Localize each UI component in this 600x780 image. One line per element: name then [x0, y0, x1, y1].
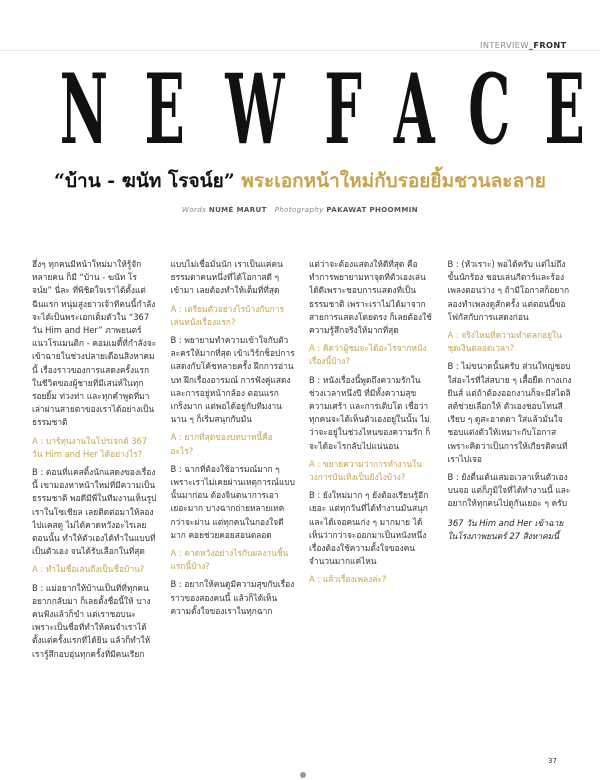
title-letter: N: [59, 53, 109, 166]
page-number: 37: [548, 757, 557, 765]
footer-dot: [300, 772, 306, 778]
interview-question: A : แล้วเรื่องเพลงล่ะ?: [309, 574, 387, 585]
interview-question: A : ยากที่สุดของบทบาทนี้คืออะไร?: [170, 432, 273, 456]
headline-tagline: พระเอกหน้าใหม่กับรอยยิ้มชวนละลาย: [241, 170, 546, 192]
interview-question: A : จริงไหมที่ความทำตลกอยู่ในชุดเงินตลอดเวลา?: [447, 330, 562, 354]
title-letter: F: [324, 53, 362, 166]
article-column: [448, 258, 573, 746]
paragraph: แบบไม่เชื่อมั่นนัก เราเป็นแค่คนธรรมดาคนหนึ่งที่ได้โอกาสดี ๆ เข้ามา เลยต้องทำให้เต็มที่ที่สุด: [170, 259, 283, 296]
paragraph: B : ยังตื่นเต้นเสมอเวลาเห็นตัวเองบนจอ แต่ก็ภูมิใจที่ได้ทำงานนี้ และอยากให้ทุกคนไปดูกันเยอะ ๆ ครับ: [447, 472, 571, 509]
title-letter: A: [393, 53, 435, 166]
words-label: Words: [182, 206, 207, 214]
article-body: [32, 258, 572, 746]
section-prefix: INTERVIEW: [480, 40, 529, 50]
article-column: [309, 258, 434, 746]
paragraph: B : (หัวเราะ) พอได้ครับ แต่ไม่ถึงขั้นนักร้อง ชอบเล่นกีตาร์และร้องเพลงตอนว่าง ๆ ถ้ามีโอกาสก็อยากลองทำเพลงดูสักครั้ง แต่ตอนนี้ขอโฟกัสกับการแสดงก่อน: [447, 259, 570, 322]
title-letter: W: [225, 53, 285, 166]
title-letter: E: [144, 53, 185, 166]
headline-name: “บ้าน - ฆนัท โรจน์ย”: [54, 170, 235, 192]
title-letter: C: [468, 53, 511, 166]
paragraph: B : อยากให้คนดูมีความสุขกับเรื่องราวของสองคนนี้ แล้วก็ได้เห็นความตั้งใจของเราในทุกฉาก: [170, 579, 295, 616]
paragraph: B : ไม่ขนาดนั้นครับ ส่วนใหญ่ชอบใส่อะไรที่ใส่สบาย ๆ เสื้อยืด กางเกงยีนส์ แต่ถ้าต้องออกงานก็จะมีสไตลิสต์ช่วยเลือกให้ ตัวเองชอบโทนสีเรียบ ๆ ดูสะอาดตา ใส่แล้วมั่นใจ ชอบแต่งตัวให้เหมาะกับโอกาส เพราะคิดว่าเป็นการให้เกียรติคนที่เราไปเจอ: [447, 361, 572, 464]
paragraph: B : ฉากที่ต้องใช้อารมณ์มาก ๆ เพราะเราไม่เคยผ่านเหตุการณ์แบบนั้นมาก่อน ต้องจินตนาการเอาเยอะมาก บางฉากถ่ายหลายเทคกว่าจะผ่าน แต่ทุกคนในกองใจดีมาก คอยช่วยคอยสอนตลอด: [170, 463, 295, 540]
section-label: [480, 40, 570, 50]
section-suffix: _FRONT: [528, 40, 567, 50]
paragraph: ฮึ่งๆ ทุกคนมีหน้าใหม่มาให้รู้จักหลายคน ก็มี “บ้าน - ฆนัท โรจน์ย” นี่ละ ที่พิชิตใจเราได้ตั้งแต่ฉีนแรก หนุ่มสูงยาวเจ้าทีคนนี้กำลังจะได้เป็นพระเอกเต็มตัวใน “367 วัน Him and Her” ภาพยนตร์แนวโรแมนติก - คอมเมดี้ที่กำลังจะเข้าฉายในช่วงปลายเดือนสิงหาคมนี้ เรื่องราวของการแสดงครั้งแรกในชีวิตของผู้ชายที่มีเสน่ห์ในทุกรอยยิ้ม ท่วงท่า และทุกคำพูดที่มาเล่าผ่านสายตาของเราได้อย่างเป็นธรรมชาติ: [32, 259, 157, 428]
paragraph: B : พยายามทำความเข้าใจกับตัวละครให้มากที่สุด เข้าเวิร์กช็อปการแสดงกับโค้ชหลายครั้ง ฝึกการอ่านบท ฝึกเรื่องอารมณ์ การฟังคู่แสดง และการอยู่หน้ากล้อง ตอนแรกเกร็งมาก แต่พอได้อยู่กับทีมงานนาน ๆ ก็เริ่มสนุกกับมัน: [170, 335, 295, 425]
interview-question: A : คาดหวังอย่างไรกับผลงานชิ้นแรกนี้บ้าง?: [170, 548, 289, 572]
article-column: [171, 258, 296, 746]
article-column: [32, 258, 157, 746]
paragraph: B : แม่อยากให้บ้านเป็นที่ที่ทุกคนอยากกลับมา ก็เลยตั้งชื่อนี้ให้ บางคนฟังแล้วก็ขำ แต่เราชอบนะ เพราะเป็นชื่อที่ทำให้คนจำเราได้ตั้งแต่ครั้งแรกที่ได้ยิน แล้วก็ทำให้เรารู้สึกอบอุ่นทุกครั้งที่มีคนเรียก: [32, 582, 151, 659]
paragraph: แต่ว่าจะต้องแสดงให้ดีที่สุด คือทำการพยายามหาจุดที่ตัวเองเล่นได้ดีเพราะชอบการแสดงที่เป็นธรรมชาติ เพราะเราไม่ได้มาจากสายการแสดงโดยตรง ก็เลยต้องใช้ความรู้สึกจริงให้มากที่สุด: [309, 259, 432, 336]
interview-question: A : บาร์ทุนงานในโปรเจกต์ 367 วัน Him and Her ได้อย่างไร?: [32, 435, 148, 459]
paragraph: B : หนังเรื่องนี้พูดถึงความรักในช่วงเวลาหนึ่งปี ที่มีทั้งความสุข ความเศร้า และการเติบโต เชื่อว่าทุกคนจะได้เห็นตัวเองอยู่ในนั้น ไม่ว่าจะอยู่ในช่วงไหนของความรัก ก็จะได้อะไรกลับไปแน่นอน: [309, 374, 431, 451]
headline: [0, 166, 600, 196]
paragraph: B : ยังใหม่มาก ๆ ยังต้องเรียนรู้อีกเยอะ แต่ทุกวันที่ได้ทำงานมันสนุกและได้เจอคนเก่ง ๆ มากมาย ได้เห็นว่ากว่าจะออกมาเป็นหนังหนึ่งเรื่องต้องใช้ความตั้งใจของคนจำนวนมากแค่ไหน: [309, 490, 429, 567]
release-caption: 367 วัน Him and Her เข้าฉายในโรงภาพยนตร์ 27 สิงหาคมนี้: [447, 517, 564, 541]
photographer-name: PAKAWAT PHOOMMIN: [326, 206, 418, 214]
interview-question: A : ทำไมชื่อเล่นถึงเป็นชื่อบ้าน?: [32, 564, 145, 575]
interview-question: A : เตรียมตัวอย่างไรบ้างกับการเล่นหนังเรื่องแรก?: [170, 303, 284, 327]
interview-question: A : คิดว่าผู้ชมจะได้อะไรจากหนังเรื่องนี้บ้าง?: [309, 343, 427, 367]
paragraph: B : ตอนที่แคสติ้งนักแสดงของเรื่องนี้ เขามองหาหน้าใหม่ที่มีความเป็นธรรมชาติ พอดีมีพี่ในทีมงานเห็นรูปเราในโซเชียล เลยติดต่อมาให้ลองไปแคสดู ไม่ได้คาดหวังอะไรเลยตอนนั้น ทำให้ตัวเองได้ทำในแบบที่เป็นตัวเอง จนได้รับเลือกในที่สุด: [32, 467, 157, 557]
byline: [0, 206, 600, 214]
header-divider: [0, 50, 600, 51]
title-new-face: [40, 53, 585, 166]
interview-question: A : ขยายความว่าการทำงานในวงการบันเทิงเป็นยังไงบ้าง?: [309, 458, 422, 483]
title-letter: E: [544, 53, 585, 166]
writer-name: NUMÉ MARUT: [208, 206, 267, 214]
photo-label: Photography: [274, 206, 324, 214]
